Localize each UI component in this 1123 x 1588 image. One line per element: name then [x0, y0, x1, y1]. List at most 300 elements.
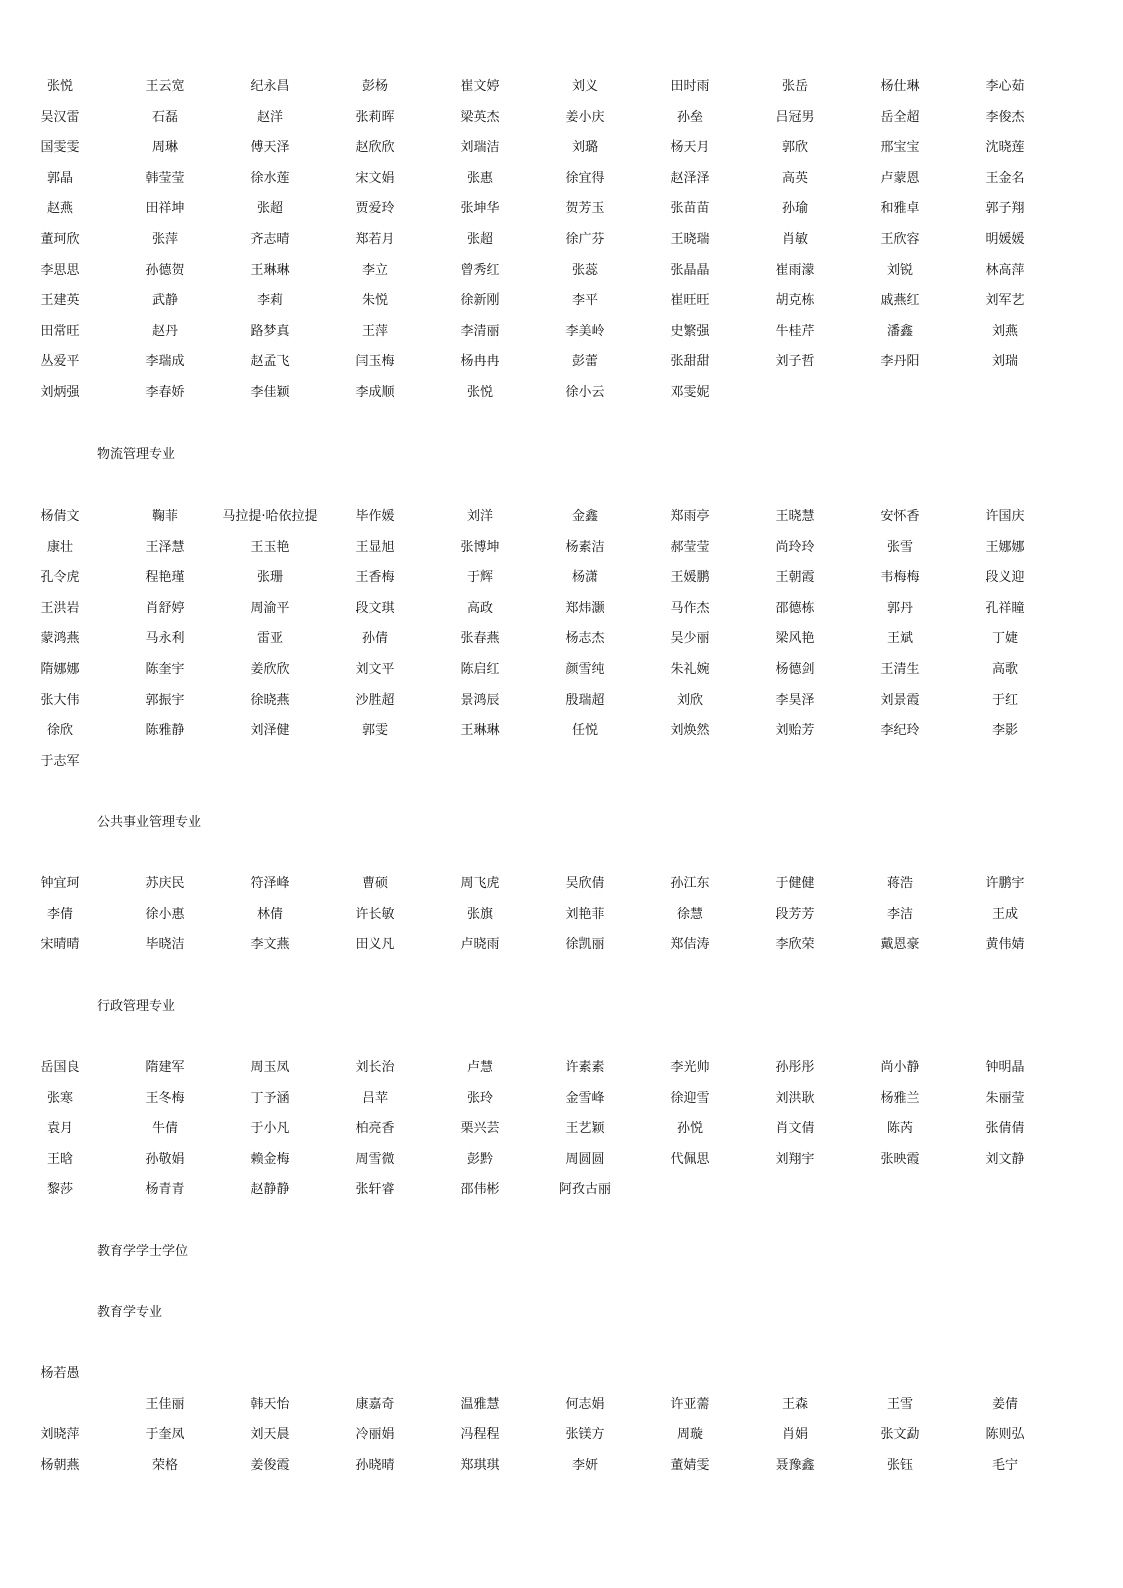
student-name: 肖舒婷 — [145, 600, 185, 616]
student-name: 姜俊霞 — [250, 1457, 290, 1473]
student-name: 肖文倩 — [775, 1121, 815, 1137]
student-name: 刘锐 — [886, 262, 913, 278]
student-name: 刘炳强 — [40, 385, 80, 400]
student-name: 武静 — [151, 293, 178, 309]
student-name: 王欣容 — [880, 232, 920, 247]
student-name: 张萍 — [151, 232, 178, 247]
student-name: 郭晶 — [46, 170, 73, 186]
student-name: 张甜甜 — [670, 354, 710, 370]
student-name: 李文燕 — [250, 937, 290, 953]
student-name: 王萍 — [361, 323, 388, 339]
student-name: 张莉晖 — [355, 109, 395, 125]
student-name: 崔文婷 — [460, 79, 500, 94]
section-heading: 教育学专业 — [97, 1305, 163, 1320]
student-name: 温雅慧 — [460, 1396, 500, 1412]
student-name: 王玉艳 — [250, 539, 290, 555]
student-name: 郭振宇 — [145, 692, 185, 708]
student-name: 于小凡 — [250, 1121, 290, 1137]
name-row — [0, 108, 1123, 128]
student-name: 胡克栋 — [775, 293, 815, 309]
student-name: 彭黔 — [466, 1151, 493, 1167]
student-name: 刘燕 — [991, 323, 1018, 339]
student-name: 张惠 — [466, 170, 493, 186]
student-name: 张文勐 — [880, 1427, 920, 1443]
student-name: 陈奎宇 — [145, 662, 185, 677]
name-row — [0, 1180, 1123, 1200]
student-name: 许素素 — [565, 1060, 605, 1075]
student-name: 刘艳菲 — [565, 906, 605, 922]
student-name: 王晗 — [46, 1151, 73, 1167]
student-name: 杨天月 — [670, 140, 710, 156]
student-name: 齐志晴 — [250, 232, 290, 247]
student-name: 徐欣 — [46, 723, 73, 739]
student-name: 王森 — [781, 1396, 808, 1412]
student-name: 栗兴芸 — [460, 1121, 500, 1137]
student-name: 杨德剑 — [775, 662, 815, 677]
student-name: 张蕊 — [571, 262, 598, 278]
student-name: 李欣荣 — [775, 937, 815, 953]
student-name: 何志娟 — [565, 1396, 605, 1412]
student-name: 王清生 — [880, 662, 920, 677]
student-name: 刘洋 — [466, 509, 493, 524]
student-name: 张旗 — [466, 906, 493, 922]
student-name: 徐宜得 — [565, 170, 605, 186]
student-name: 杨若愚 — [40, 1366, 80, 1381]
student-name: 冯程程 — [460, 1427, 500, 1443]
student-name: 李平 — [571, 293, 598, 309]
student-name: 孙倩 — [361, 631, 388, 647]
student-name: 孙江东 — [670, 876, 710, 891]
student-name: 彭杨 — [361, 79, 388, 94]
student-name: 吴欣倩 — [565, 876, 605, 891]
student-name: 徐小惠 — [145, 906, 185, 922]
student-name: 张超 — [256, 201, 283, 217]
student-name: 赵欣欣 — [355, 140, 395, 156]
student-name: 张珊 — [256, 570, 283, 586]
student-name: 阿孜古丽 — [558, 1182, 611, 1198]
name-row — [0, 291, 1123, 311]
section-heading: 物流管理专业 — [97, 447, 176, 462]
student-name: 张春燕 — [460, 631, 500, 647]
student-name: 戴恩豪 — [880, 937, 920, 953]
student-name: 许鹏宇 — [985, 876, 1025, 891]
name-row — [0, 383, 1123, 403]
student-name: 任悦 — [571, 723, 598, 739]
student-name: 刘泽健 — [250, 723, 290, 739]
student-name: 孙悦 — [676, 1121, 703, 1137]
name-row — [0, 1456, 1123, 1476]
student-name: 李瑞成 — [145, 354, 185, 370]
student-name: 刘焕然 — [670, 723, 710, 739]
student-name: 郑琪琪 — [460, 1457, 500, 1473]
student-name: 刘义 — [571, 79, 598, 94]
student-name: 史繁强 — [670, 323, 710, 339]
student-name: 岳国良 — [40, 1060, 80, 1075]
student-name: 徐小云 — [565, 385, 605, 400]
student-name: 钟宜珂 — [40, 876, 80, 891]
student-name: 荣格 — [151, 1457, 178, 1473]
student-name: 段义迎 — [985, 570, 1025, 586]
student-name: 丁予涵 — [250, 1090, 290, 1106]
student-name: 程艳瑾 — [145, 570, 185, 586]
student-name: 郭丹 — [886, 600, 913, 616]
student-name: 于健健 — [775, 876, 815, 891]
student-name: 金雪峰 — [565, 1090, 605, 1106]
student-name: 朱悦 — [361, 293, 388, 309]
student-name: 姜小庆 — [565, 109, 605, 125]
student-name: 徐凯丽 — [565, 937, 605, 953]
student-name: 王朝霞 — [775, 570, 815, 586]
student-name: 殷瑞超 — [565, 692, 605, 708]
student-name: 李昊泽 — [775, 692, 815, 708]
student-name: 高英 — [781, 170, 808, 186]
section-heading: 公共事业管理专业 — [97, 815, 202, 830]
student-name: 刘璐 — [571, 140, 598, 156]
student-name: 赵孟飞 — [250, 354, 290, 370]
student-name: 王艺颖 — [565, 1121, 605, 1137]
student-name: 郑雨亭 — [670, 509, 710, 524]
name-row — [0, 230, 1123, 250]
student-name: 王斌 — [886, 631, 913, 647]
student-name: 于红 — [991, 692, 1018, 708]
student-name: 赵洋 — [256, 109, 283, 125]
student-name: 雷亚 — [256, 631, 283, 647]
student-name: 卢蒙恩 — [880, 170, 920, 186]
student-name: 郭子翔 — [985, 201, 1025, 217]
student-name: 邓雯妮 — [670, 385, 710, 400]
student-name: 王泽慧 — [145, 539, 185, 555]
student-name: 王琳琳 — [250, 262, 290, 278]
student-name: 田义凡 — [355, 937, 395, 953]
student-name: 路梦真 — [250, 323, 290, 339]
student-name: 王显旭 — [355, 539, 395, 555]
student-name: 赵丹 — [151, 323, 178, 339]
student-name: 张苗苗 — [670, 201, 710, 217]
student-name: 符泽峰 — [250, 876, 290, 891]
student-name: 林倩 — [256, 906, 283, 922]
name-row — [0, 905, 1123, 925]
student-name: 刘洪耿 — [775, 1090, 815, 1106]
student-name: 尚小静 — [880, 1060, 920, 1075]
student-name: 徐新刚 — [460, 293, 500, 309]
student-name: 苏庆民 — [145, 876, 185, 891]
student-name: 周圆圆 — [565, 1151, 605, 1167]
student-name: 王云宽 — [145, 79, 185, 94]
student-name: 高歌 — [991, 662, 1018, 677]
name-row — [0, 1395, 1123, 1415]
section-heading: 教育学学士学位 — [97, 1244, 189, 1259]
student-name: 牛倩 — [151, 1121, 178, 1137]
student-name: 李莉 — [256, 293, 283, 309]
student-name: 高政 — [466, 600, 493, 616]
student-name: 赵泽泽 — [670, 170, 710, 186]
student-name: 孙瑜 — [781, 201, 808, 217]
student-name: 张岳 — [781, 79, 808, 94]
name-row — [0, 199, 1123, 219]
student-name: 许亚薷 — [670, 1396, 710, 1412]
student-name: 孔令虎 — [40, 570, 80, 586]
student-name: 赖金梅 — [250, 1151, 290, 1167]
student-name: 尚玲玲 — [775, 539, 815, 555]
student-name: 朱礼婉 — [670, 662, 710, 677]
student-name: 吕苹 — [361, 1090, 388, 1106]
student-name: 戚燕红 — [880, 293, 920, 309]
student-name: 韦梅梅 — [880, 570, 920, 586]
student-name: 姜倩 — [991, 1396, 1018, 1412]
student-name: 杨雅兰 — [880, 1090, 920, 1106]
student-name: 刘瑞洁 — [460, 140, 500, 156]
student-name: 李影 — [991, 723, 1018, 739]
student-name: 董珂欣 — [40, 232, 80, 247]
student-name: 宋文娟 — [355, 170, 395, 186]
name-row — [0, 322, 1123, 342]
student-name: 李春娇 — [145, 385, 185, 400]
student-name: 刘欣 — [676, 692, 703, 708]
student-name: 张大伟 — [40, 692, 80, 708]
student-name: 曾秀红 — [460, 262, 500, 278]
student-name: 纪永昌 — [250, 79, 290, 94]
student-name: 王成 — [991, 906, 1018, 922]
student-name: 于志军 — [40, 753, 80, 769]
student-name: 张镁方 — [565, 1427, 605, 1443]
student-name: 张博坤 — [460, 539, 500, 555]
student-name: 崔旺旺 — [670, 293, 710, 309]
student-name: 郝莹莹 — [670, 539, 710, 555]
student-name: 田时雨 — [670, 79, 710, 94]
student-name: 许长敏 — [355, 906, 395, 922]
student-name: 沙胜超 — [355, 692, 395, 708]
name-row — [0, 629, 1123, 649]
student-name: 周飞虎 — [460, 876, 500, 891]
student-name: 卢慧 — [466, 1060, 493, 1075]
student-name: 邵伟彬 — [460, 1182, 500, 1198]
student-name: 李光帅 — [670, 1060, 710, 1075]
student-name: 董婧雯 — [670, 1457, 710, 1473]
student-name: 徐迎雪 — [670, 1090, 710, 1106]
student-name: 杨潇 — [571, 570, 598, 586]
student-name: 邵德栋 — [775, 600, 815, 616]
student-name: 王晓瑞 — [670, 232, 710, 247]
student-name: 金鑫 — [571, 509, 598, 524]
student-name: 李倩 — [46, 906, 73, 922]
student-name: 蒙鸿燕 — [40, 631, 80, 647]
student-name: 王香梅 — [355, 570, 395, 586]
student-name: 李思思 — [40, 262, 80, 278]
student-name: 黄伟婧 — [985, 937, 1025, 953]
student-name: 郑炜灏 — [565, 600, 605, 616]
student-name: 曹硕 — [361, 876, 388, 891]
student-name: 郑若月 — [355, 232, 395, 247]
student-name: 姜欣欣 — [250, 662, 290, 677]
student-name: 石磊 — [151, 109, 178, 125]
student-name: 刘文平 — [355, 662, 395, 677]
student-name: 钟明晶 — [985, 1060, 1025, 1075]
student-name: 刘晓萍 — [40, 1427, 80, 1443]
student-name: 段文琪 — [355, 600, 395, 616]
student-name: 吴汉雷 — [40, 109, 80, 125]
name-row — [0, 1150, 1123, 1170]
student-name: 杨朝燕 — [40, 1457, 80, 1473]
student-name: 潘鑫 — [886, 323, 913, 339]
name-row — [0, 1089, 1123, 1109]
student-name: 马永利 — [145, 631, 185, 647]
student-name: 毕作媛 — [355, 509, 395, 524]
student-name: 郭雯 — [361, 723, 388, 739]
student-name: 李佳颖 — [250, 385, 290, 400]
student-name: 沈晓莲 — [985, 140, 1025, 156]
student-name: 韩莹莹 — [145, 170, 185, 186]
student-name: 贺芳玉 — [565, 201, 605, 217]
student-name: 徐晓燕 — [250, 692, 290, 708]
student-name: 国雯雯 — [40, 140, 80, 156]
student-name: 李俊杰 — [985, 109, 1025, 125]
student-name: 李立 — [361, 262, 388, 278]
student-name: 梁风艳 — [775, 631, 815, 647]
student-name: 贾爱玲 — [355, 201, 395, 217]
student-name: 张超 — [466, 232, 493, 247]
student-name: 吕冠男 — [775, 109, 815, 125]
student-name: 于奎凤 — [145, 1427, 185, 1443]
student-name: 李洁 — [886, 906, 913, 922]
student-name: 刘天晨 — [250, 1427, 290, 1443]
student-name: 王佳丽 — [145, 1396, 185, 1412]
student-name: 毕晓洁 — [145, 937, 185, 953]
student-name: 刘子哲 — [775, 354, 815, 370]
student-name: 田祥坤 — [145, 201, 185, 217]
student-name: 李妍 — [571, 1457, 598, 1473]
student-name: 吴少丽 — [670, 631, 710, 647]
student-name: 李清丽 — [460, 323, 500, 339]
student-name: 刘军艺 — [985, 293, 1025, 309]
student-name: 徐广芬 — [565, 232, 605, 247]
student-name: 王娜娜 — [985, 539, 1025, 555]
student-name: 丁婕 — [991, 631, 1018, 647]
student-name: 聂豫鑫 — [775, 1457, 815, 1473]
student-name: 王媛鹏 — [670, 570, 710, 586]
student-name: 孙晓晴 — [355, 1457, 395, 1473]
student-name: 赵燕 — [46, 201, 73, 217]
student-name: 袁月 — [46, 1121, 73, 1137]
student-name: 孙德贺 — [145, 262, 185, 278]
student-name: 鞠菲 — [151, 509, 178, 524]
student-name: 颜雪纯 — [565, 662, 605, 677]
name-row — [0, 1058, 1123, 1078]
student-name: 刘贻芳 — [775, 723, 815, 739]
student-name: 孙彤彤 — [775, 1060, 815, 1075]
student-name: 张寒 — [46, 1090, 73, 1106]
student-name: 李成顺 — [355, 385, 395, 400]
student-name: 安怀香 — [880, 509, 920, 524]
student-name: 刘景霞 — [880, 692, 920, 708]
name-row — [0, 169, 1123, 189]
student-name: 周渝平 — [250, 600, 290, 616]
name-row — [0, 261, 1123, 281]
student-name: 彭蕾 — [571, 354, 598, 370]
student-name: 李纪玲 — [880, 723, 920, 739]
student-name: 杨冉冉 — [460, 354, 500, 370]
student-name: 杨倩文 — [40, 509, 80, 524]
name-row — [0, 138, 1123, 158]
student-name: 岳全超 — [880, 109, 920, 125]
name-row — [0, 935, 1123, 955]
student-name: 刘文静 — [985, 1151, 1025, 1167]
student-name: 刘长治 — [355, 1060, 395, 1075]
student-name: 郑佶涛 — [670, 937, 710, 953]
student-name: 傅天泽 — [250, 140, 290, 156]
name-row — [0, 1364, 1123, 1384]
name-row — [0, 1425, 1123, 1445]
section-heading: 行政管理专业 — [97, 999, 176, 1014]
student-name: 周玉凤 — [250, 1060, 290, 1075]
student-name: 张轩睿 — [355, 1182, 395, 1198]
student-name: 李丹阳 — [880, 354, 920, 370]
name-row — [0, 721, 1123, 741]
student-name: 郭欣 — [781, 140, 808, 156]
student-name: 朱丽莹 — [985, 1090, 1025, 1106]
student-name: 康嘉奇 — [355, 1396, 395, 1412]
student-name: 蒋浩 — [886, 876, 913, 891]
student-name: 毛宁 — [991, 1457, 1018, 1473]
student-name: 孙垒 — [676, 109, 703, 125]
student-name: 柏亮香 — [355, 1121, 395, 1137]
student-name: 卢晓雨 — [460, 937, 500, 953]
name-row — [0, 599, 1123, 619]
student-name: 王晓慧 — [775, 509, 815, 524]
student-name: 隋建军 — [145, 1060, 185, 1075]
student-name: 黎莎 — [46, 1182, 73, 1198]
student-name: 徐水莲 — [250, 170, 290, 186]
student-name: 马作杰 — [670, 600, 710, 616]
student-name: 徐慧 — [676, 906, 703, 922]
student-name: 肖敏 — [781, 232, 808, 247]
student-name: 陈启红 — [460, 662, 500, 677]
student-name: 王洪岩 — [40, 600, 80, 616]
student-name: 周璇 — [676, 1427, 703, 1443]
student-name: 王建英 — [40, 293, 80, 309]
student-name: 王冬梅 — [145, 1090, 185, 1106]
student-name: 张雪 — [886, 539, 913, 555]
student-name: 陈雅静 — [145, 723, 185, 739]
student-name: 杨仕琳 — [880, 79, 920, 94]
student-name: 林高萍 — [985, 262, 1025, 278]
name-row — [0, 691, 1123, 711]
student-name: 王金名 — [985, 170, 1025, 186]
student-name: 明媛媛 — [985, 232, 1025, 247]
student-name: 张映霞 — [880, 1151, 920, 1167]
student-name: 田常旺 — [40, 323, 80, 339]
student-name: 周琳 — [151, 140, 178, 156]
name-row — [0, 352, 1123, 372]
name-row — [0, 752, 1123, 772]
student-name: 孙敬娟 — [145, 1151, 185, 1167]
student-name: 闫玉梅 — [355, 354, 395, 370]
student-name: 丛爱平 — [40, 354, 80, 370]
student-name: 杨志杰 — [565, 631, 605, 647]
student-name: 邢宝宝 — [880, 140, 920, 156]
student-name: 刘翔宇 — [775, 1151, 815, 1167]
student-name: 宋晴晴 — [40, 937, 80, 953]
student-name: 张晶晶 — [670, 262, 710, 278]
student-name: 张悦 — [46, 79, 73, 94]
student-name: 刘瑞 — [991, 354, 1018, 370]
student-name: 和雅卓 — [880, 201, 920, 217]
student-name: 张悦 — [466, 385, 493, 400]
student-name: 李心茹 — [985, 79, 1025, 94]
student-name: 韩天怡 — [250, 1396, 290, 1412]
student-name: 杨素洁 — [565, 539, 605, 555]
student-name: 冷丽娟 — [355, 1427, 395, 1443]
student-name: 张钰 — [886, 1457, 913, 1473]
